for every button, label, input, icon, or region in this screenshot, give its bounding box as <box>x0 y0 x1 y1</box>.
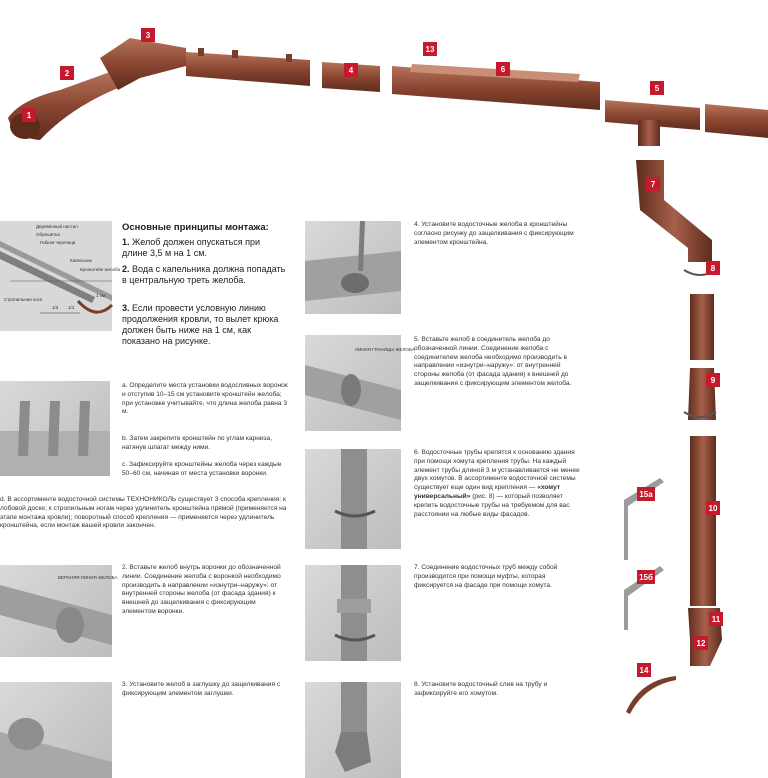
badge-12: 12 <box>694 636 708 650</box>
diagram-label: Гибкая черепица <box>40 240 76 245</box>
badge-5: 5 <box>650 81 664 95</box>
step7-photo <box>305 565 401 661</box>
step4-text: 4. Установите водосточные желоба в кронштейны согласно рисунку до защелкивания с фиксирующим элементом кронштейна. <box>414 221 574 246</box>
step2-text: 2. Вставьте желоб внутрь воронки до обозначенной линии. Соединение желоба с воронкой необходимо производить в направлении «изнутри–наружу»: от внутренней стороны желоба (от фасада здания) к внешней до защелкивания с фиксирующим элементом воронки. <box>122 564 281 615</box>
step1a-text: a. Определите места установки водосливных воронок и отступив 10–15 см установите кронштейн желоба; при установке учитывайте, что длина желоба равна 3 м. <box>122 382 288 416</box>
step8-photo <box>305 682 401 778</box>
badge-6: 6 <box>496 62 510 76</box>
diagram-label: 1 см <box>96 293 106 298</box>
step3-photo <box>0 682 112 778</box>
step6-text-bold: «хомут универсальный» <box>414 484 561 500</box>
principle-text: Желоб должен опускаться при длине 3,5 м на 1 см. <box>122 237 261 258</box>
diagram-label: Деревянный настил <box>36 224 78 229</box>
diagram-label: Стропильная нога <box>4 297 42 302</box>
diagram-label: 1/3 <box>52 305 59 310</box>
principle-3 <box>122 303 287 347</box>
principle-text: Вода с капельника должна попадать в центральную треть желоба. <box>122 264 286 285</box>
badge-1: 1 <box>22 108 36 122</box>
badge-9: 9 <box>706 373 720 387</box>
badge-11: 11 <box>709 612 723 626</box>
step6-text-post: (рис. 8) — который позволяет крепить водосточные трубы на требуемом для вас расстоянии на любые виды фасадов. <box>414 492 570 518</box>
step2-photo <box>0 565 118 657</box>
badge-10: 10 <box>706 501 720 515</box>
step6-text <box>414 449 584 519</box>
photo-label: ВЕРХНЯЯ ЛИНИЯ ЖЕЛОБА <box>58 575 118 580</box>
diagram-label: Кронштейн желоба <box>80 267 121 272</box>
badge-15b: 15б <box>637 570 655 584</box>
step7-text: 7. Соединение водосточных труб между собой производится при помощи муфты, которая фиксируется на фасаде при помощи хомута. <box>414 564 558 589</box>
roof-edge-diagram <box>0 221 121 331</box>
principle-2 <box>122 264 287 286</box>
diagram-label: 1/3 <box>68 305 75 310</box>
principle-text: Если провести условную линию продолжения кровли, то вылет крюка должен быть ниже на 1 см, как показано на рисунке. <box>122 303 279 346</box>
badge-8: 8 <box>706 261 720 275</box>
badge-3: 3 <box>141 28 155 42</box>
step6-photo <box>305 449 401 549</box>
step1-photo <box>0 381 110 476</box>
diagram-label: Обрешётка <box>36 232 60 237</box>
principle-num: 1. <box>122 237 130 247</box>
badge-7: 7 <box>646 177 660 191</box>
badge-14: 14 <box>637 663 651 677</box>
step3-text: 3. Установите желоб в заглушку до защелкивания с фиксирующим элементом заглушки. <box>122 681 281 697</box>
step1b-text: b. Затем закрепите кронштейн по углам карниза, натянув шпагат между ними. <box>122 435 273 451</box>
step1c-text: c. Зафиксируйте кронштейны желоба через каждые 50–60 см, начиная от места установки воронки. <box>122 461 282 477</box>
step5-text: 5. Вставьте желоб в соединитель желоба до обозначенной линии. Соединение желоба с соединителем желоба необходимо производить в направлении «изнутри–наружу»: от внутренней стороны желоба (от фасада здания) к внешней до защелкивания с фиксирующим элементом желоба. <box>414 336 572 387</box>
step1d-text: d. В ассортименте водосточной системы ТЕХНОНИКОЛЬ существует 3 способа крепления: к лобовой доске; к стропильным ногам через удлинитель кронштейна прямой (применяется на этапе монтажа кровли); поворотный способ крепления — применяется через удлинитель кронштейна, если монтаж вашей кровли закончен. <box>0 496 287 530</box>
photo-label: ЛИНИЯ ГРАНИЦЫ ЖЕЛОБА <box>355 347 415 352</box>
step8-text: 8. Установите водосточный слив на трубу и зафиксируйте его хомутом. <box>414 681 548 697</box>
badge-2: 2 <box>60 66 74 80</box>
principles-title: Основные принципы монтажа: <box>122 222 269 233</box>
principle-num: 3. <box>122 303 130 313</box>
step6-text-pre: 6. Водосточные трубы крепятся к основанию здания при помощи хомута крепления трубы. На каждый элемент трубы длиной 3 м устанавливается не менее двух хомутов. В ассортименте водосточной системы существует еще один вид крепления — <box>414 449 580 492</box>
badge-4: 4 <box>344 63 358 77</box>
badge-13: 13 <box>423 42 437 56</box>
diagram-label: Капельник <box>70 258 92 263</box>
step5-photo <box>305 335 415 431</box>
badge-15a: 15a <box>637 487 655 501</box>
step4-photo <box>305 221 401 314</box>
principle-1 <box>122 237 287 259</box>
principle-num: 2. <box>122 264 130 274</box>
